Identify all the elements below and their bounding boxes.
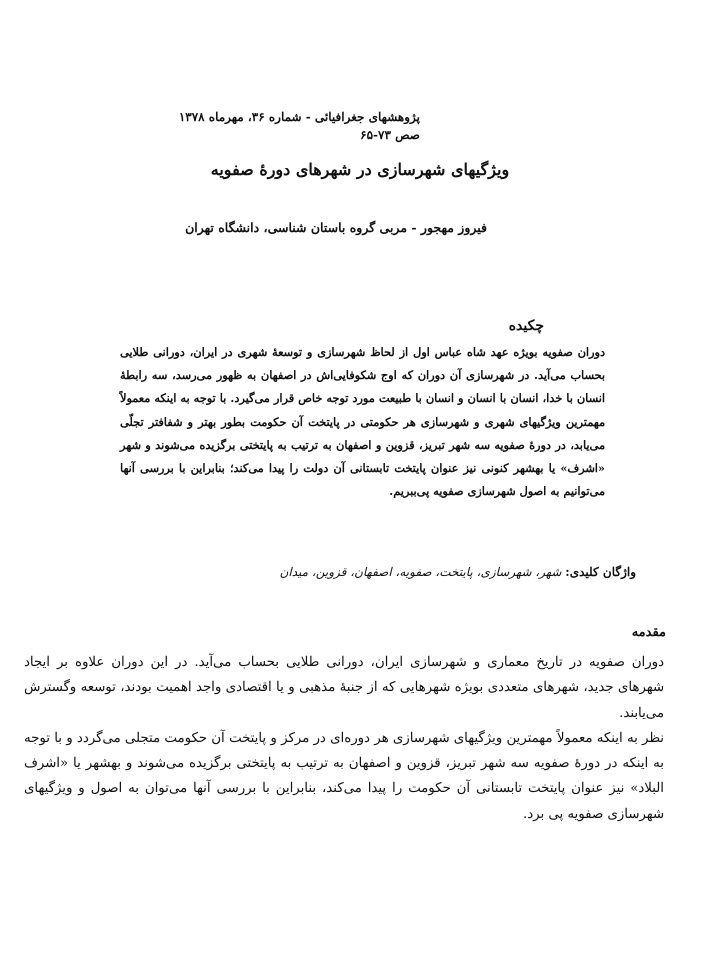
author-line: فیروز مهجور - مربی گروه باستان شناسی، دانشگاه تهران xyxy=(185,220,487,235)
intro-paragraph: دوران صفویه در تاریخ معماری و شهرسازی ایران، دورانی طلایی بحساب می‌آید. در این دوران علاوه بر ایجاد شهرهای جدید، شهرهای متعددی بویژه شهرهایی که از جنبهٔ مذهبی و یا اقتصادی واجد اهمیت بودند، توسعه وگسترش می‌یابند. xyxy=(24,655,664,721)
journal-header xyxy=(60,108,420,144)
journal-line: پژوهشهای جغرافیائی - شماره ۳۶، مهرماه ۱۳۷۸ xyxy=(178,110,420,124)
keywords-line xyxy=(216,565,636,579)
pages-line: صص ۷۳-۶۵ xyxy=(360,128,420,142)
paper-title: ویژگیهای شهرسازی در شهرهای دورهٔ صفویه xyxy=(210,160,510,179)
abstract-heading: چکیده xyxy=(508,318,544,334)
intro-heading: مقدمه xyxy=(631,625,666,640)
intro-paragraph: نظر به اینکه معمولاً مهمترین ویژگیهای شهرسازی هر دوره‌ای در مرکز و پایتخت آن حکومت متجلی می‌گردد و با توجه به اینکه در دورهٔ صفویه سه شهر تبریز، قزوین و اصفهان به ترتیب به پایتختی برگزیده می‌شوند و بهشهر یا «اشرف البلاد» نیز عنوان پایتخت تابستانی آن حکومت را پیدا می‌کند، بنابراین با بررسی آنها می‌توان به اصول و ویژگیهای شهرسازی صفویه پی برد. xyxy=(24,730,664,822)
intro-body xyxy=(24,650,664,827)
keywords-label: واژگان کلیدی: xyxy=(565,565,636,579)
keywords-list: شهر، شهرسازی، پایتخت، صفویه، اصفهان، قزوین، میدان xyxy=(279,565,562,579)
abstract-body: دوران صفویه بویژه عهد شاه عباس اول از لحاظ شهرسازی و توسعهٔ شهری در ایران، دورانی طلایی بحساب می‌آید. در شهرسازی آن دوران که اوج شکوفایی‌اش در اصفهان به ظهور می‌رسد، سه رابطهٔ انسان با خدا، انسان با انسان و انسان با طبیعت مورد توجه خاص قرار می‌گیرد. با توجه به اینکه معمولاً مهمترین ویژگیهای شهری و شهرسازی هر حکومتی در پایتخت آن حکومت بطور بهتر و شفافتر تجلّی می‌یابد، در دورهٔ صفویه سه شهر تبریز، قزوین و اصفهان به ترتیب به پایتختی برگزیده می‌شوند و شهر «اشرف» یا بهشهر کنونی نیز عنوان پایتخت تابستانی آن دولت را پیدا می‌کند؛ بنابراین با بررسی آنها می‌توانیم به اصول شهرسازی صفویه پی‌ببریم. xyxy=(120,345,605,499)
